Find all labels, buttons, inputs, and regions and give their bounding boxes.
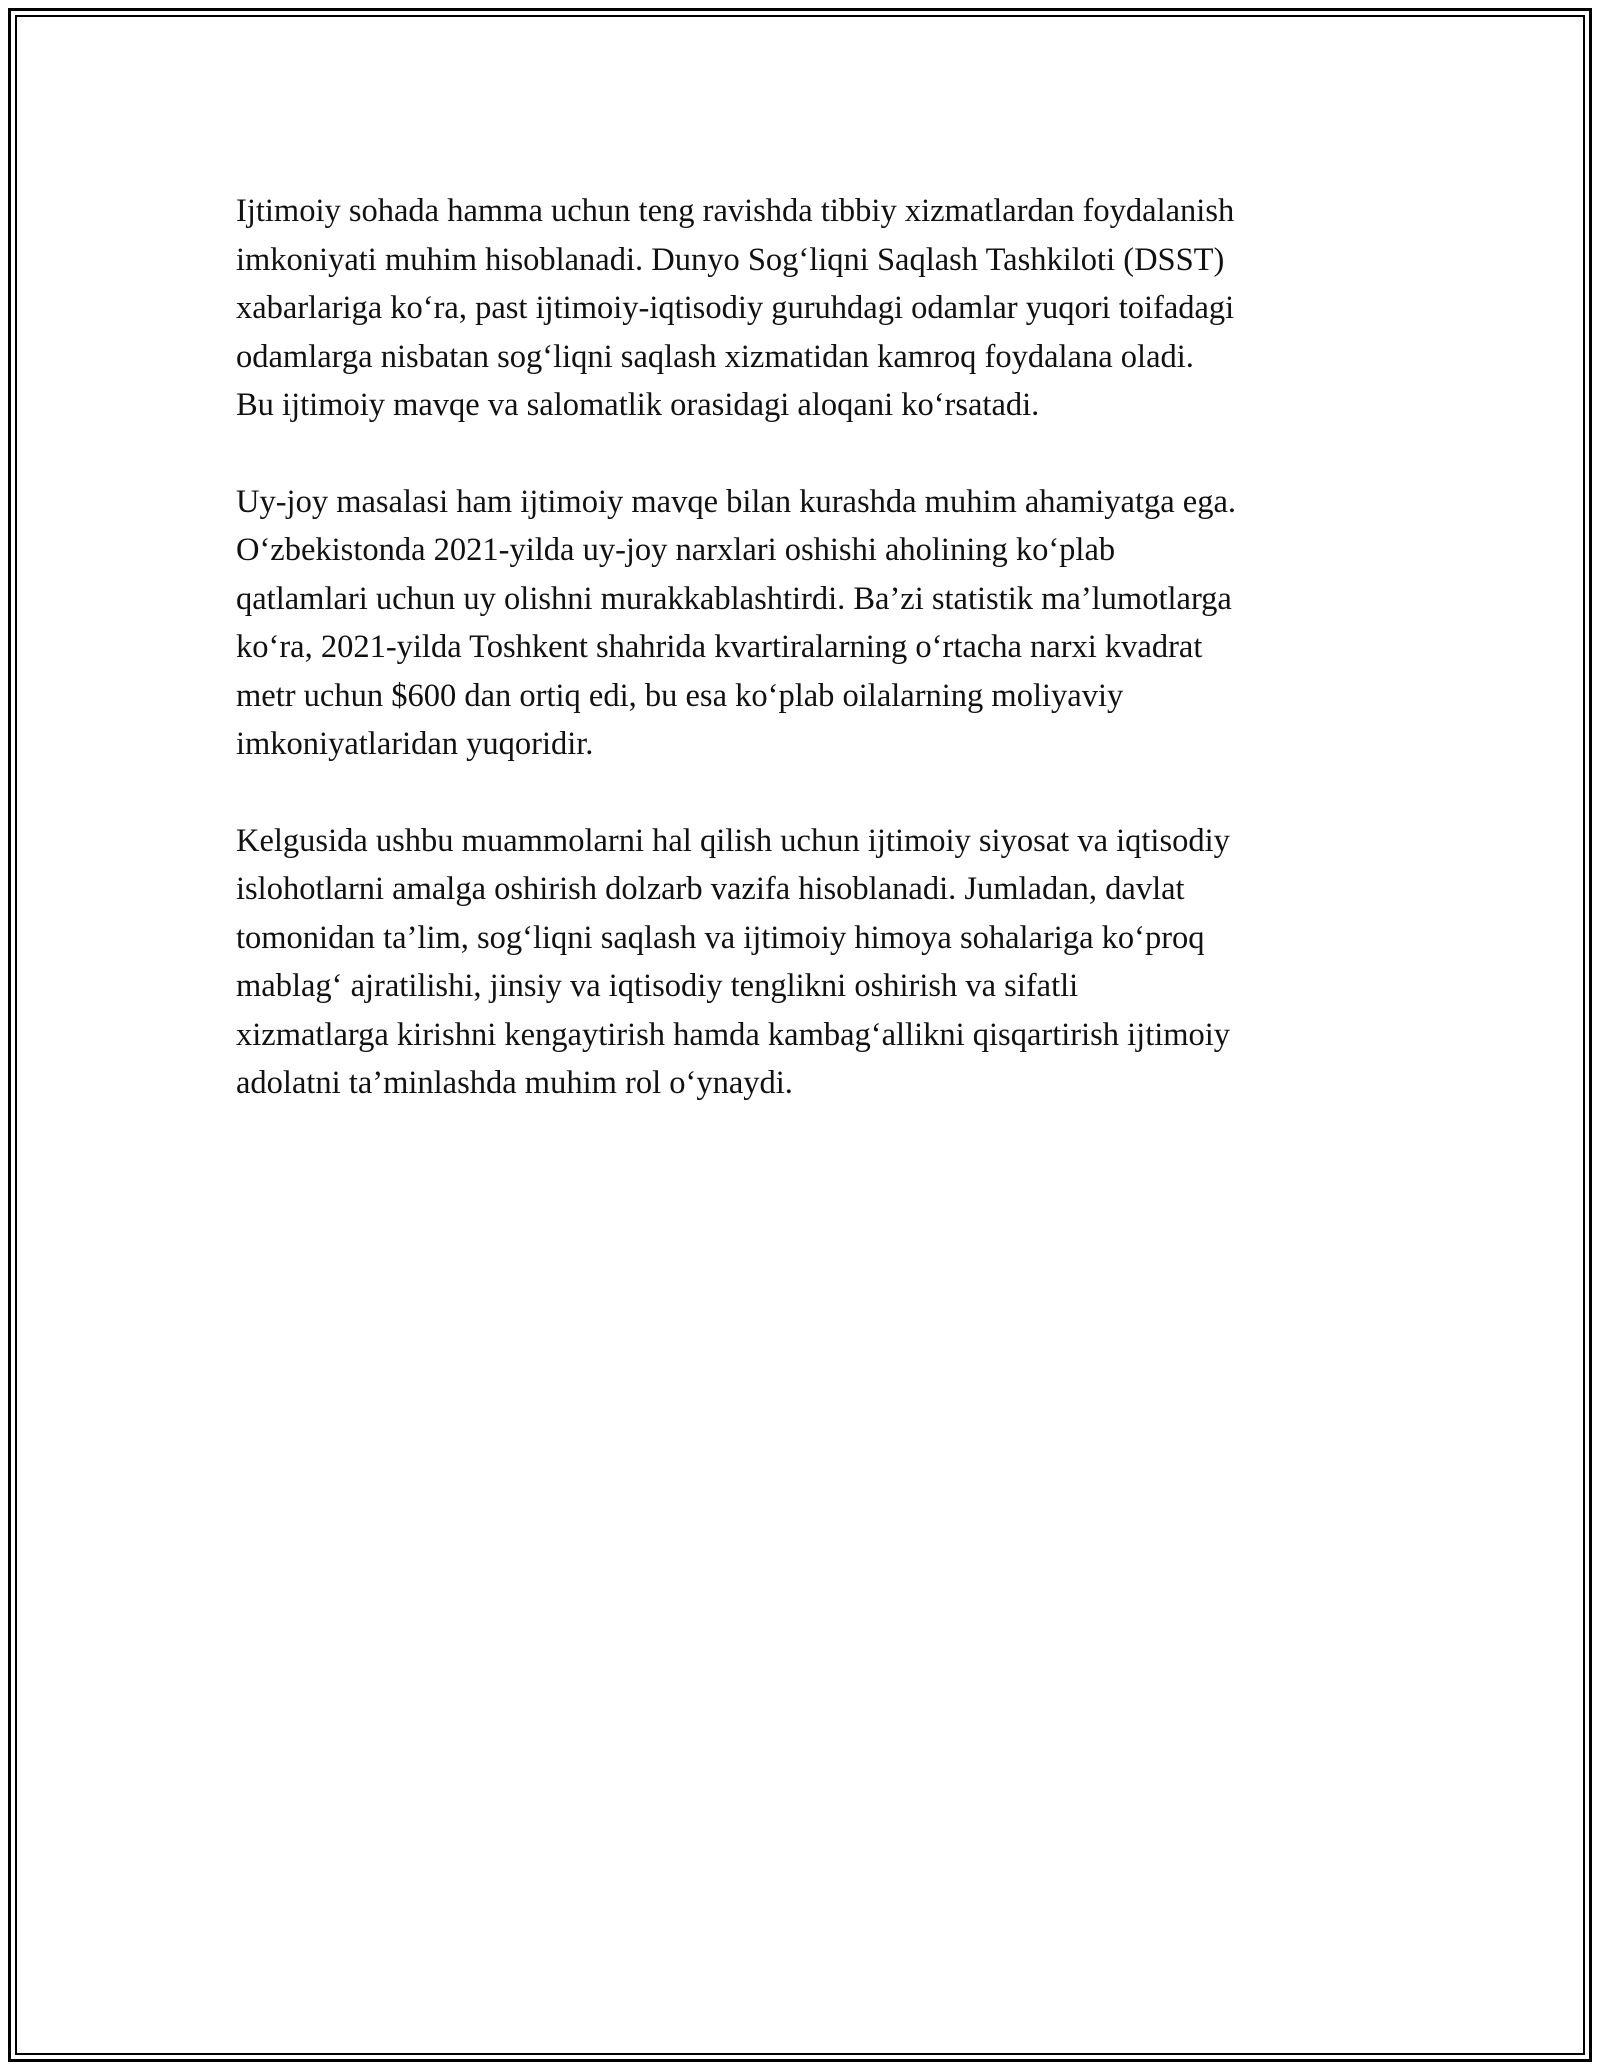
text-line: xabarlariga ko‘ra, past ijtimoiy-iqtisodiy guruhdagi odamlar yuqori toifadagi — [236, 290, 1235, 326]
text-line: Ijtimoiy sohada hamma uchun teng ravishda tibbiy xizmatlardan foydalanish — [236, 193, 1235, 229]
text-line: odamlarga nisbatan sog‘liqni saqlash xizmatidan kamroq foydalana oladi. — [236, 338, 1194, 375]
text-line: O‘zbekistonda 2021-yilda uy-joy narxlari oshishi aholining ko‘plab — [236, 532, 1116, 568]
text-line: islohotlarni amalga oshirish dolzarb vazifa hisoblanadi. Jumladan, davlat — [236, 871, 1185, 907]
text-line: tomonidan ta’lim, sog‘liqni saqlash va ijtimoiy himoya sohalariga ko‘proq — [236, 919, 1205, 956]
text-line: Uy-joy masalasi ham ijtimoiy mavqe bilan kurashda muhim ahamiyatga ega. — [236, 483, 1237, 520]
text-line: xizmatlarga kirishni kengaytirish hamda kambag‘allikni qisqartirish ijtimoiy — [236, 1016, 1231, 1053]
paragraph-policy-reforms — [236, 817, 1396, 1108]
text-line: qatlamlari uchun uy olishni murakkablashtirdi. Ba’zi statistik ma’lumotlarga — [236, 580, 1232, 617]
text-line: mablag‘ ajratilishi, jinsiy va iqtisodiy tenglikni oshirish va sifatli — [236, 968, 1079, 1004]
text-line: imkoniyati muhim hisoblanadi. Dunyo Sog‘liqni Saqlash Tashkiloti (DSST) — [236, 241, 1225, 278]
text-line: Kelgusida ushbu muammolarni hal qilish uchun ijtimoiy siyosat va iqtisodiy — [236, 822, 1230, 859]
text-line: ko‘ra, 2021-yilda Toshkent shahrida kvartiralarning o‘rtacha narxi kvadrat — [236, 629, 1203, 665]
text-line: metr uchun $600 dan ortiq edi, bu esa ko‘plab oilalarning moliyaviy — [236, 677, 1124, 714]
text-line: adolatni ta’minlashda muhim rol o‘ynaydi. — [236, 1065, 793, 1101]
text-line: imkoniyatlaridan yuqoridir. — [236, 726, 594, 762]
paragraph-housing — [236, 478, 1396, 769]
paragraph-healthcare-access — [236, 187, 1396, 430]
document-body — [236, 187, 1396, 1156]
text-line: Bu ijtimoiy mavqe va salomatlik orasidagi aloqani ko‘rsatadi. — [236, 387, 1040, 423]
